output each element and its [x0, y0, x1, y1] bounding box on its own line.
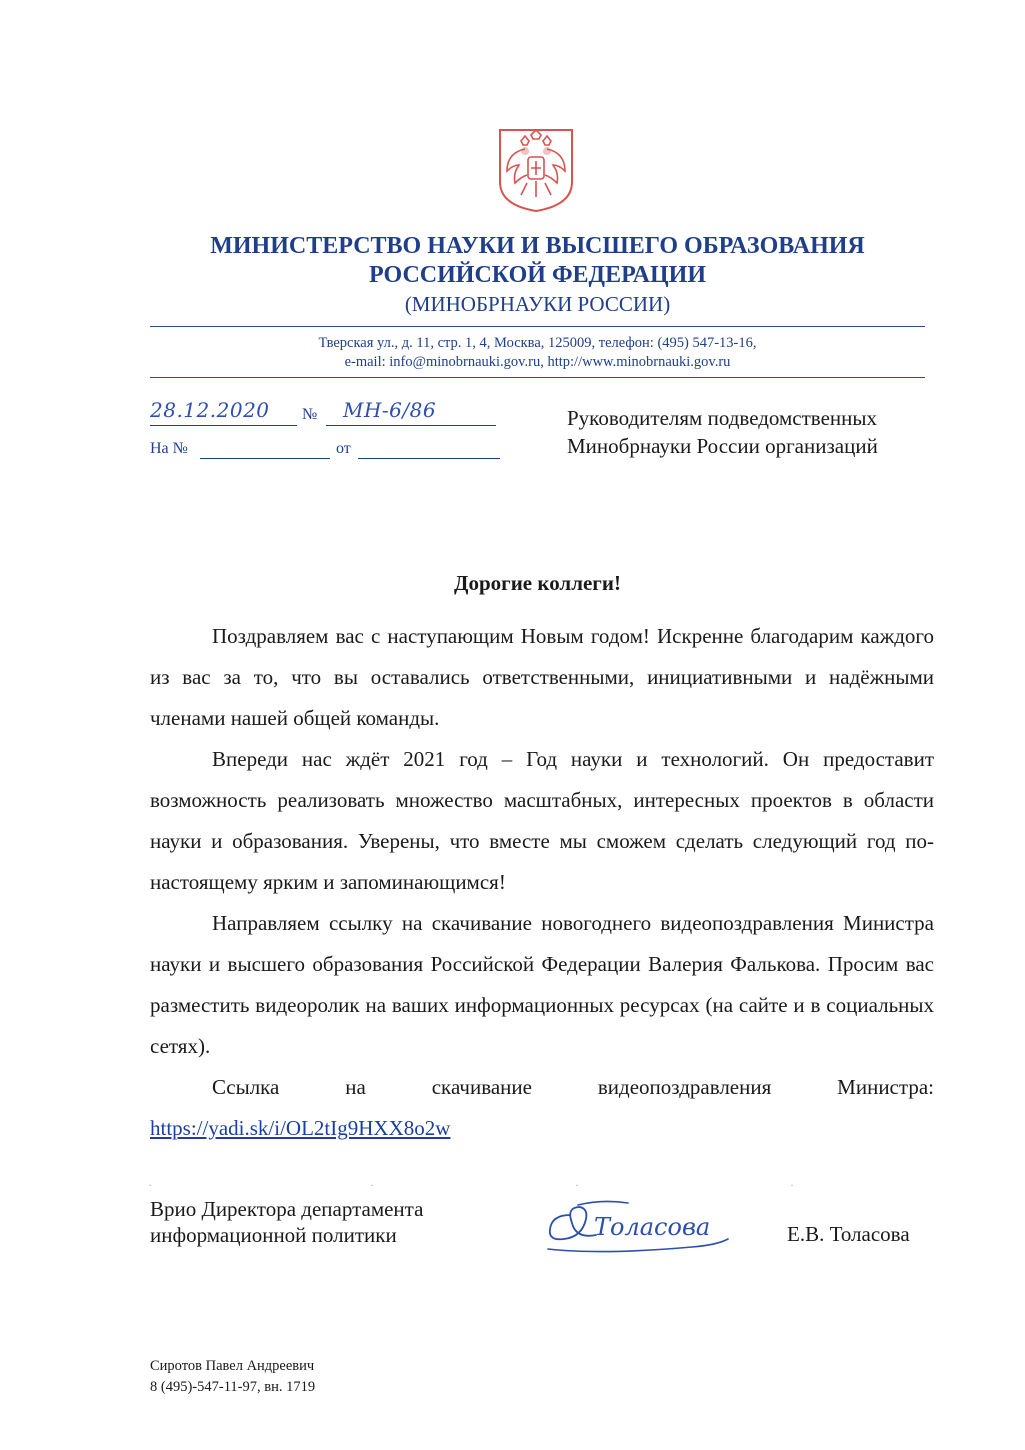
link-word: Министра:: [837, 1075, 934, 1099]
scan-mark: ·: [370, 1178, 374, 1192]
date-underline: [150, 425, 297, 426]
ministry-title: [100, 232, 975, 290]
number-underline: [326, 425, 496, 426]
scan-mark: ·: [575, 1178, 579, 1192]
header-divider-bottom: [150, 377, 925, 378]
ministry-title-line2: РОССИЙСКОЙ ФЕДЕРАЦИИ: [368, 262, 707, 288]
addressee-line2: Минобрнауки России организаций: [567, 434, 878, 458]
reply-number-underline: [200, 458, 330, 459]
svg-text:Толасова: Толасова: [594, 1213, 711, 1241]
addressee-line1: Руководителям подведомственных: [567, 406, 878, 430]
link-intro-line: [150, 1067, 934, 1108]
link-word: на: [345, 1075, 366, 1099]
link-word: Ссылка: [212, 1075, 280, 1099]
position-line2: информационной политики: [150, 1223, 397, 1247]
executor-phone: 8 (495)-547-11-97, вн. 1719: [150, 1379, 316, 1395]
paragraph-video-request: Направляем ссылку на скачивание новогоднего видеопоздравления Министра науки и высшего образования Российской Федерации Валерия Фалькова. Просим вас разместить видеоролик на ваших информационных ресурсах (на сайте и в социальных сетях).: [150, 911, 934, 1058]
from-label: от: [336, 440, 351, 457]
addressee: [567, 404, 878, 460]
handwritten-signature: [542, 1195, 732, 1259]
scan-mark: ·: [790, 1178, 794, 1192]
reply-date-underline: [358, 458, 500, 459]
link-word: скачивание: [431, 1075, 532, 1099]
position-line1: Врио Директора департамента: [150, 1197, 424, 1221]
letter-body: [150, 616, 934, 1149]
ministry-title-line1: МИНИСТЕРСТВО НАУКИ И ВЫСШЕГО ОБРАЗОВАНИЯ: [210, 233, 865, 259]
number-label: №: [302, 406, 318, 423]
paragraph-year-of-science: Впереди нас ждёт 2021 год – Год науки и технологий. Он предоставит возможность реализовать множество масштабных, интересных проектов в области науки и образования. Уверены, что вместе мы сможем сделать следующий год по-настоящему ярким и запоминающимся!: [150, 747, 934, 894]
reply-to-label: На №: [150, 440, 188, 457]
video-download-link[interactable]: https://yadi.sk/i/OL2tIg9HXX8o2w: [150, 1116, 451, 1140]
registration-number: МН-6/86: [343, 398, 437, 422]
salutation: Дорогие коллеги!: [454, 571, 621, 595]
paragraph-greeting: Поздравляем вас с наступающим Новым годом! Искренне благодарим каждого из вас за то, что вы оставались ответственными, инициативными и надёжными членами нашей общей команды.: [150, 624, 934, 730]
signatory-position: [150, 1196, 423, 1248]
video-link-row: [150, 1108, 934, 1149]
header-divider-top: [150, 326, 925, 327]
ministry-contacts: [150, 334, 925, 372]
executor-name: Сиротов Павел Андреевич: [150, 1358, 315, 1374]
signatory-name: Е.В. Толасова: [787, 1222, 910, 1246]
executor-info: [150, 1356, 315, 1398]
scan-mark: ·: [148, 1178, 152, 1192]
email-website-line: e-mail: info@minobrnauki.gov.ru, http://www.minobrnauki.gov.ru: [344, 354, 731, 370]
address-line: Тверская ул., д. 11, стр. 1, 4, Москва, 125009, телефон: (495) 547-13-16,: [318, 335, 757, 351]
link-word: видеопоздравления: [597, 1075, 772, 1099]
coat-of-arms-emblem: [497, 127, 575, 213]
ministry-short-name: (МИНОБРНАУКИ РОССИИ): [404, 292, 671, 316]
registration-date: 28.12.2020: [150, 398, 270, 422]
